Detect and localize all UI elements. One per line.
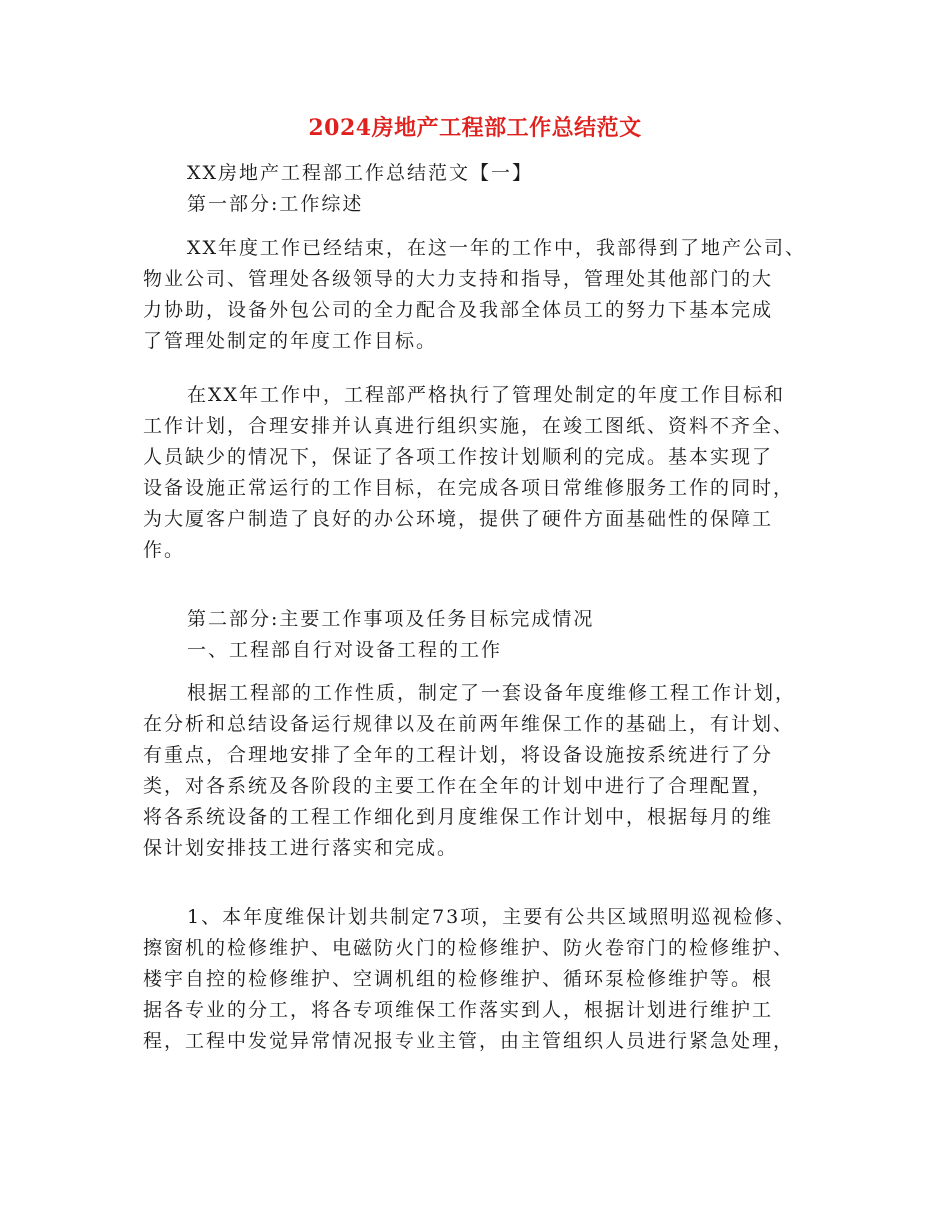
text-line: 根据工程部的工作性质，制定了一套设备年度维修工程工作计划， — [187, 682, 797, 704]
paragraph — [143, 678, 823, 864]
text-line: 工作计划，合理安排并认真进行组织实施，在竣工图纸、资料不齐全、 — [143, 415, 795, 437]
document-body — [143, 158, 823, 220]
text-line: 物业公司、管理处各级领导的大力支持和指导，管理处其他部门的大 — [143, 268, 774, 290]
text-line: XX年度工作已经结束，在这一年的工作中，我部得到了地产公司、 — [187, 237, 807, 259]
paragraph — [143, 233, 823, 357]
text-line: 有重点，合理地安排了全年的工程计划，将设备设施按系统进行了分 — [143, 744, 774, 766]
text-line: 类，对各系统及各阶段的主要工作在全年的计划中进行了合理配置， — [143, 775, 774, 797]
paragraph — [143, 902, 823, 1057]
text-line: 第一部分:工作综述 — [187, 193, 364, 215]
text-line: XX房地产工程部工作总结范文【一】 — [187, 162, 534, 184]
text-line: 人员缺少的情况下，保证了各项工作按计划顺利的完成。基本实现了 — [143, 446, 774, 468]
text-line: 将各系统设备的工程工作细化到月度维保工作计划中，根据每月的维 — [143, 806, 774, 828]
paragraph — [143, 604, 823, 666]
text-line: 力协助，设备外包公司的全力配合及我部全体员工的努力下基本完成 — [143, 299, 774, 321]
text-line: 据各专业的分工，将各专项维保工作落实到人，根据计划进行维护工 — [143, 999, 774, 1021]
text-line: 在分析和总结设备运行规律以及在前两年维保工作的基础上，有计划、 — [143, 713, 795, 735]
text-line: 为大厦客户制造了良好的办公环境，提供了硬件方面基础性的保障工 — [143, 508, 774, 530]
text-line: 设备设施正常运行的工作目标，在完成各项日常维修服务工作的同时， — [143, 477, 795, 499]
text-line: 程，工程中发觉异常情况报专业主管，由主管组织人员进行紧急处理， — [143, 1030, 795, 1052]
text-line: 一、工程部自行对设备工程的工作 — [187, 639, 503, 661]
text-line: 保计划安排技工进行落实和完成。 — [143, 837, 459, 859]
text-line: 了管理处制定的年度工作目标。 — [143, 330, 438, 352]
text-line: 第二部分:主要工作事项及任务目标完成情况 — [187, 608, 595, 630]
text-line: 作。 — [143, 539, 186, 561]
paragraph — [143, 380, 823, 566]
text-line: 在XX年工作中，工程部严格执行了管理处制定的年度工作目标和 — [187, 384, 786, 406]
text-line: 1、本年度维保计划共制定73项，主要有公共区域照明巡视检修、 — [187, 906, 797, 928]
text-line: 擦窗机的检修维护、电磁防火门的检修维护、防火卷帘门的检修维护、 — [143, 937, 795, 959]
document-title: 2024房地产工程部工作总结范文 — [308, 115, 642, 141]
text-line: 楼宇自控的检修维护、空调机组的检修维护、循环泵检修维护等。根 — [143, 968, 774, 990]
